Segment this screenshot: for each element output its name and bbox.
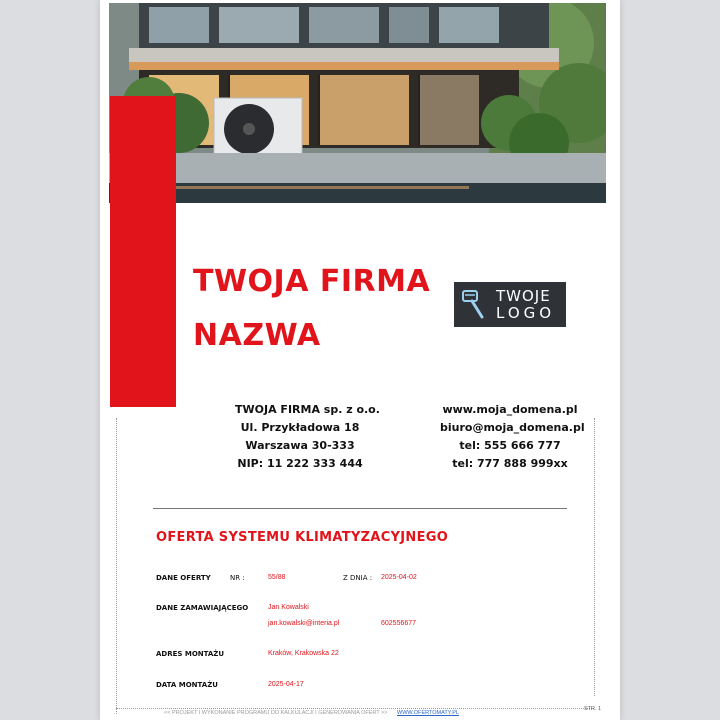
frame-line-right [594,418,595,696]
customer-phone: 602556677 [381,620,417,627]
install-address-label: ADRES MONTAŻU [156,650,225,658]
hero-photo [109,3,606,203]
company-legal-name: TWOJA FIRMA sp. z o.o. [235,403,380,416]
frame-line-bottom [116,708,594,709]
frame-line-left [116,418,117,714]
paint-brush-icon [460,289,488,321]
company-phone-1: tel: 555 666 777 [459,439,561,452]
document-page [100,0,620,720]
page-number: STR. 1 [584,706,602,712]
logo-line2: LOGO [496,303,556,322]
customer-name: Jan Kowalski [268,604,309,611]
customer-label: DANE ZAMAWIAJĄCEGO [156,604,249,612]
offer-date-value: 2025-04-02 [381,574,417,581]
offer-title: OFERTA SYSTEMU KLIMATYZACYJNEGO [156,530,449,545]
company-title-line1: TWOJA FIRMA [193,264,431,299]
company-phone-2: tel: 777 888 999xx [452,457,568,470]
customer-email: jan.kowalski@interia.pl [268,620,340,627]
company-contact-block [440,401,585,473]
company-address-block [235,401,380,473]
offer-number-value: 55/88 [268,574,286,581]
install-date-label: DATA MONTAŻU [156,681,218,689]
company-title-line2: NAZWA [193,318,321,353]
company-website: www.moja_domena.pl [442,403,578,416]
section-divider [153,508,567,509]
company-title [193,255,453,363]
offer-number-label: NR : [230,574,245,582]
footer [164,710,459,716]
offer-data-label: DANE OFERTY [156,574,211,582]
accent-red-bar [110,96,176,407]
logo-line1: TWOJE [496,286,551,305]
company-email: biuro@moja_domena.pl [440,421,585,434]
company-logo [454,282,566,327]
offer-date-label: Z DNIA : [343,574,373,582]
footer-text: << PROJEKT I WYKONANIE PROGRAMU DO KALKULACJI I GENEROWANIA OFERT >> [164,710,388,716]
footer-link[interactable]: WWW.OFERTOMATY.PL [397,710,459,716]
install-date-value: 2025-04-17 [268,681,304,688]
company-city: Warszawa 30-333 [245,439,355,452]
company-street: Ul. Przykładowa 18 [240,421,360,434]
company-nip: NIP: 11 222 333 444 [237,457,363,470]
install-address-value: Kraków, Krakowska 22 [268,650,339,657]
